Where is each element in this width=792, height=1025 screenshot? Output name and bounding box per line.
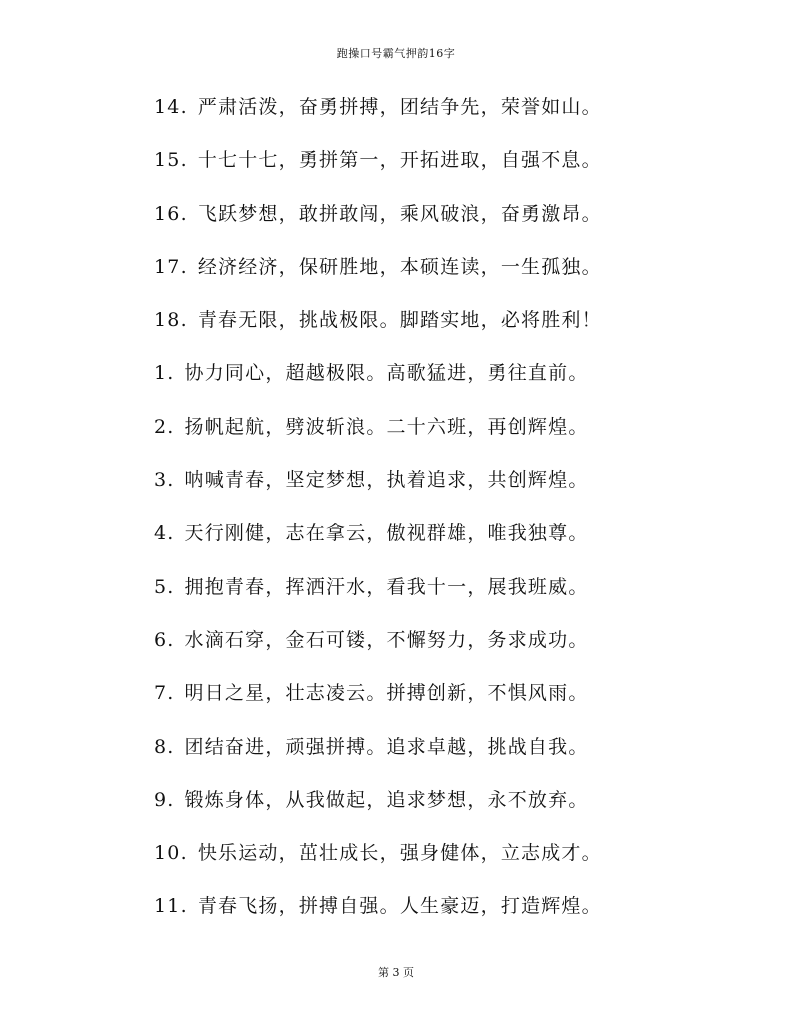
item-text: 经济经济，保研胜地，本硕连读，一生孤独。 bbox=[197, 255, 602, 278]
item-text: 扬帆起航，劈波斩浪。二十六班，再创辉煌。 bbox=[184, 415, 589, 438]
list-item bbox=[154, 465, 714, 518]
item-number: 9. bbox=[154, 788, 175, 811]
item-number: 1. bbox=[154, 362, 175, 385]
list-item bbox=[154, 358, 714, 411]
list-item bbox=[154, 412, 714, 465]
item-text: 快乐运动，茁壮成长，强身健体，立志成才。 bbox=[197, 842, 602, 865]
list-item bbox=[154, 625, 714, 678]
list-item bbox=[154, 92, 714, 145]
item-number: 15. bbox=[154, 149, 188, 172]
item-text: 严肃活泼，奋勇拼搏，团结争先，荣誉如山。 bbox=[197, 96, 602, 118]
item-text: 呐喊青春，坚定梦想，执着追求，共创辉煌。 bbox=[184, 469, 589, 492]
list-item bbox=[154, 145, 714, 198]
item-text: 水滴石穿，金石可镂，不懈努力，务求成功。 bbox=[184, 628, 589, 651]
item-text: 青春飞扬，拼搏自强。人生豪迈，打造辉煌。 bbox=[197, 895, 602, 918]
list-item bbox=[154, 572, 714, 625]
item-number: 3. bbox=[154, 469, 175, 492]
item-number: 5. bbox=[154, 575, 175, 598]
item-number: 17. bbox=[154, 255, 188, 278]
item-number: 4. bbox=[154, 522, 175, 545]
list-item bbox=[154, 785, 714, 838]
item-text: 拥抱青春，挥洒汗水，看我十一，展我班威。 bbox=[184, 575, 589, 598]
list-item bbox=[154, 252, 714, 305]
list-item bbox=[154, 891, 714, 944]
list-item bbox=[154, 838, 714, 891]
item-text: 协力同心，超越极限。高歌猛进，勇往直前。 bbox=[184, 362, 589, 385]
item-number: 11. bbox=[154, 895, 188, 918]
item-number: 7. bbox=[154, 682, 175, 705]
item-number: 2. bbox=[154, 415, 175, 438]
list-item bbox=[154, 518, 714, 571]
list-item bbox=[154, 199, 714, 252]
item-text: 天行刚健，志在拿云，傲视群雄，唯我独尊。 bbox=[184, 522, 589, 545]
item-text: 飞跃梦想，敢拼敢闯，乘风破浪，奋勇激昂。 bbox=[197, 202, 602, 225]
item-text: 锻炼身体，从我做起，追求梦想，永不放弃。 bbox=[184, 788, 589, 811]
page-number-footer: 第 3 页 bbox=[378, 966, 414, 979]
item-text: 团结奋进，顽强拼搏。追求卓越，挑战自我。 bbox=[184, 735, 589, 758]
item-text: 青春无限，挑战极限。脚踏实地，必将胜利！ bbox=[197, 309, 602, 332]
list-item bbox=[154, 305, 714, 358]
item-number: 10. bbox=[154, 842, 188, 865]
page-header-title: 跑操口号霸气押韵16字 bbox=[336, 47, 456, 60]
item-text: 十七十七，勇拼第一，开拓进取，自强不息。 bbox=[197, 149, 602, 172]
item-text: 明日之星，壮志凌云。拼搏创新，不惧风雨。 bbox=[184, 682, 589, 705]
list-item bbox=[154, 678, 714, 731]
item-number: 14. bbox=[154, 96, 188, 118]
item-number: 8. bbox=[154, 735, 175, 758]
slogan-list bbox=[154, 92, 714, 945]
item-number: 6. bbox=[154, 628, 175, 651]
item-number: 18. bbox=[154, 309, 188, 332]
list-item bbox=[154, 732, 714, 785]
item-number: 16. bbox=[154, 202, 188, 225]
